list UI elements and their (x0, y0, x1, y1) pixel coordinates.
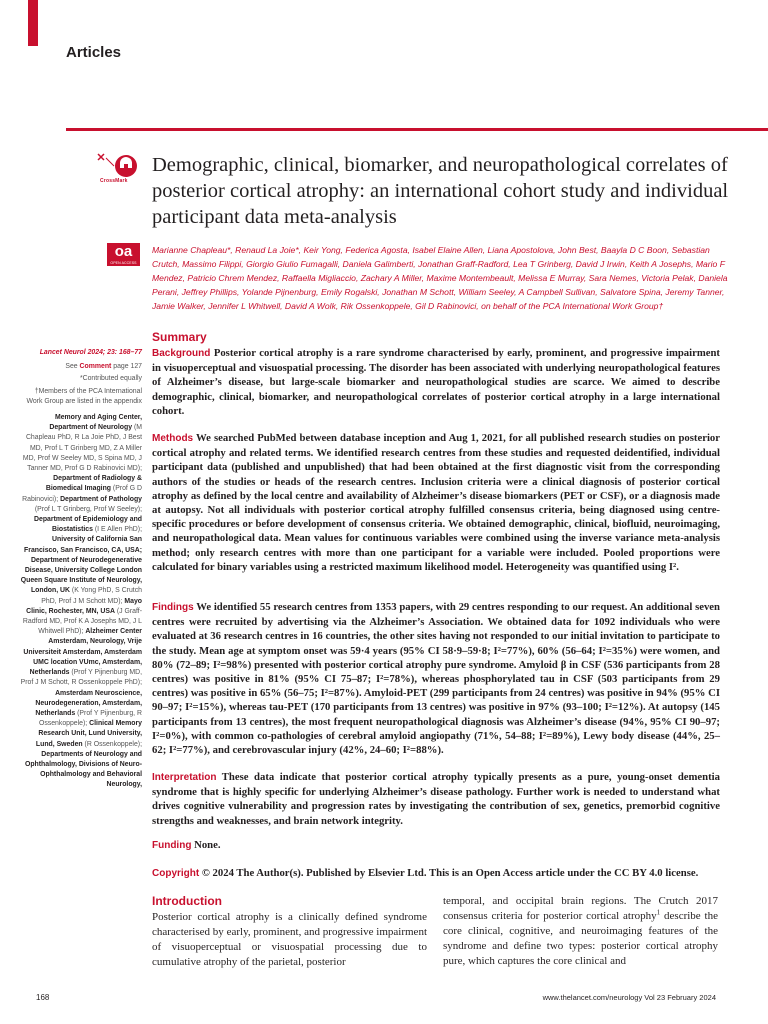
see-prefix: See (65, 363, 78, 371)
journal-citation: Lancet Neurol 2024; 23: 168–77 (39, 349, 142, 356)
open-access-badge (107, 243, 140, 266)
crossmark-label: CrossMark (100, 178, 128, 184)
author-list: Marianne Chapleau*, Renaud La Joie*, Keir Yong, Federica Agosta, Isabel Elaine Allen, Liana Apostolova, John Best, Baayla D C Boon, Sebastian Crutch, Massimo Filippi, Giorgio Giulio Fumagalli, Daniela Galimberti, Jonathan Graff-Radford, Lea T Grinberg, David J Irwin, Keith A Josephs, Mario F Mendez, Patricio Chrem Mendez, Raffaella Migliaccio, Zachary A Miller, Maxime Montembeault, Melissa E Murray, Sara Nemes, Victoria Pelak, Daniela Perani, Jeffrey Phillips, Yolande Pijnenburg, Emily Rogalski, Jonathan M Schott, William Seeley, A Campbell Sullivan, Salvatore Spina, Jeremy Tanner, Jamie Walker, Jennifer L Whitwell, David A Wolk, Rik Ossenkoppele, Gil D Rabinovici, on behalf of the PCA International Work Group† (152, 245, 728, 311)
background-label: Background (152, 348, 211, 359)
methods-label: Methods (152, 433, 194, 444)
affiliation-authors: (K Yong PhD, S Crutch PhD, Prof J M Schott MD); (41, 587, 142, 605)
affiliations (20, 413, 142, 791)
header-rule (66, 128, 768, 131)
affiliation-institution: University of California San Francisco, San Francisco, CA, USA; Department of Neurodegenerative Disease, University College London Queen Square Institute of Neurology, London, UK (20, 536, 142, 595)
header-accent-bar (28, 0, 38, 46)
introduction-heading: Introduction (152, 894, 222, 908)
background-text: Posterior cortical atrophy is a rare syndrome characterised by early, prominent, and progressive impairment in visuoperceptual and visuospatial processing. The disorder has been associated with underlying neuropathological features of Alzheimer’s disease, but large-scale biomarker and neuropathological studies are scarce. We aimed to describe demographic, clinical, biomarker, and neuropathological correlates of posterior cortical atrophy in a large international cohort. (152, 347, 720, 417)
affiliation-authors: (J Graff-Radford MD, Prof K A Josephs MD, J L Whitwell PhD); (22, 607, 142, 636)
open-access-logo-text: oa (114, 243, 133, 260)
abstract-interpretation (152, 770, 720, 828)
sidebar-citation (20, 348, 142, 791)
abstract-background (152, 346, 720, 418)
affiliation-institution: Departments of Neurology and Ophthalmology, Divisions of Neuro-Ophthalmology and Behavioral Neurology, (24, 750, 142, 789)
contributed-equally-note: *Contributed equally (79, 375, 142, 383)
affiliation-institution: Clinical Memory Research Unit, Lund University, Lund, Sweden (35, 720, 142, 748)
affiliation-institution: Mayo Clinic, Rochester, MN, USA (26, 597, 142, 615)
see-comment-note (20, 362, 142, 372)
comment-link[interactable]: Comment (79, 363, 112, 371)
abstract-copyright (152, 866, 720, 881)
abstract-methods (152, 431, 720, 574)
affiliation-authors: (I E Allen PhD); (92, 526, 142, 534)
copyright-text: © 2024 The Author(s). Published by Elsevier Ltd. This is an Open Access article under the CC BY 4.0 license. (199, 867, 699, 879)
affiliation-authors: (Prof L T Grinberg, Prof W Seeley); (34, 505, 142, 513)
intro-col2-text-b: describe the core clinical, cognitive, and neuroimaging features of the syndrome and define two types: posterior cortical atrophy pure, which captures the core clinical and (443, 910, 718, 967)
funding-label: Funding (152, 840, 192, 851)
methods-text: We searched PubMed between database inception and Aug 1, 2021, for all published research studies on posterior cortical atrophy and related terms. We identified research centres from these studies and requested deidentified, individual participant data (published and unpublished) that had been obtained at the first diagnostic visit from the corresponding authors of the studies or heads of the research centres. Inclusion criteria were a clinical diagnosis of posterior cortical atrophy as defined by the local centre and availability of Alzheimer’s disease biomarkers (PET or CSF), or a diagnosis made at autopsy. Not all individuals with posterior cortical atrophy fulfilled consensus criteria, being diagnosed using centre-specific procedures or before development of consensus criteria. We obtained demographic, clinical, biofluid, neuroimaging, and neuropathological data. Mean values for continuous variables were combined using the inverse variance meta-analysis method; only research centres with more than one participant for a variable were included. Pooled proportions were calculated for binary variables using a restricted maximum likelihood model. Heterogeneity was quantified using I². (152, 432, 720, 573)
see-suffix: page 127 (113, 363, 142, 371)
affiliation-institution: Department of Pathology (60, 495, 142, 503)
affiliation-institution: Department of Radiology & Biomedical Imaging (45, 475, 142, 493)
summary-heading: Summary (152, 330, 207, 344)
page-number: 168 (36, 993, 50, 1002)
funding-text: None. (191, 839, 221, 851)
interpretation-label: Interpretation (152, 772, 217, 783)
section-label: Articles (66, 44, 122, 61)
affiliation-institution: Memory and Aging Center, Department of Neurology (49, 414, 142, 432)
introduction-column-1: Posterior cortical atrophy is a clinically defined syndrome characterised by early, prominent, and progressive impairment of visuoperceptual or visuospatial processing due to cumulative atrophy of the parietal, posterior (152, 911, 427, 968)
copyright-label: Copyright (152, 868, 200, 879)
findings-label: Findings (152, 602, 194, 613)
crossmark-icon[interactable] (96, 152, 140, 192)
journal-footer: www.thelancet.com/neurology Vol 23 February 2024 (542, 993, 716, 1002)
interpretation-text: These data indicate that posterior cortical atrophy typically presents as a pure, young-onset dementia syndrome that is highly specific for underlying Alzheimer’s disease pathology. Further work is needed to understand what drives cognitive vulnerability and progression rates by investigating the contribution of sex, genetics, premorbid cognitive strengths and weaknesses, and brain network integrity. (152, 771, 720, 827)
article-title: Demographic, clinical, biomarker, and neuropathological correlates of posterior cortical atrophy: an international cohort study and individual participant data meta-analysis (152, 154, 729, 228)
intro-col2-text-a: temporal, and occipital brain regions. The Crutch 2017 consensus criteria for posterior cortical atrophy (443, 895, 718, 922)
affiliation-institution: Alzheimer Center Amsterdam, Neurology, Vrije Universiteit Amsterdam, Amsterdam UMC location VUmc, Amsterdam, Netherlands (23, 628, 142, 677)
reference-marker[interactable]: 1 (656, 908, 661, 917)
affiliation-institution: Amsterdam Neuroscience, Neurodegeneration, Amsterdam, Netherlands (35, 689, 142, 717)
affiliation-authors: (Prof G D Rabinovici); (22, 485, 142, 503)
abstract-findings (152, 600, 720, 757)
affiliation-authors: (R Ossenkoppele); (82, 740, 142, 748)
introduction-column-2 (443, 894, 718, 969)
abstract-funding (152, 838, 720, 853)
work-group-note: †Members of the PCA International Work Group are listed in the appendix (26, 387, 142, 405)
affiliation-institution: Department of Epidemiology and Biostatistics (34, 516, 142, 534)
open-access-sub-label: OPEN ACCESS (110, 261, 137, 265)
findings-text: We identified 55 research centres from 1353 papers, with 29 centres responding to our request. An additional seven centres were recruited by advertising via the Alzheimer’s Association. We obtained data for 1092 individuals who were evaluated at 36 research centres in 16 countries, the other sites having not responded to our initial invitation to participate to the study. Mean age at symptom onset was 59·4 years (95% CI 58·9–59·8; I²=77%), 60% (56–64; I²=35%) were women, and 80% (72–89; I²=98%) presented with posterior cortical atrophy pure syndrome. Amyloid β in CSF (536 participants from 28 centres) was positive in 81% (95% CI 75–87; I²=78%), whereas phosphorylated tau in CSF (503 participants from 29 centres) was positive in 65% (56–75; I²=87%). Amyloid-PET (299 participants from 24 centres) was positive in 94% (95% CI 90–97; I²=15%), whereas tau-PET (170 participants from 13 centres) was positive in 97% (93–100; I²=12%). At autopsy (145 participants from 13 centres), the most frequent neuropathological diagnosis was Alzheimer’s disease (94%, 95% CI 90–97; I²=0%), with common co-pathologies of cerebral amyloid angiopathy (71%, 54–88; I²=89%), Lewy body disease (44%, 25–62; I²=77%), and cerebrovascular injury (42%, 24–60; I²=88%). (152, 601, 720, 757)
affiliation-authors: (M Chapleau PhD, R La Joie PhD, J Best MD, Prof L T Grinberg MD, Z A Miller MD, Prof W Seeley MD, S Spina MD, J Tanner MD, Prof G D Rabinovici MD); (22, 424, 142, 473)
affiliation-authors: (Prof Y Pijnenburg, R Ossenkoppele); (38, 709, 142, 728)
affiliation-authors: (Prof Y Pijnenburg MD, Prof J M Schott, R Ossenkoppele PhD); (20, 669, 142, 687)
